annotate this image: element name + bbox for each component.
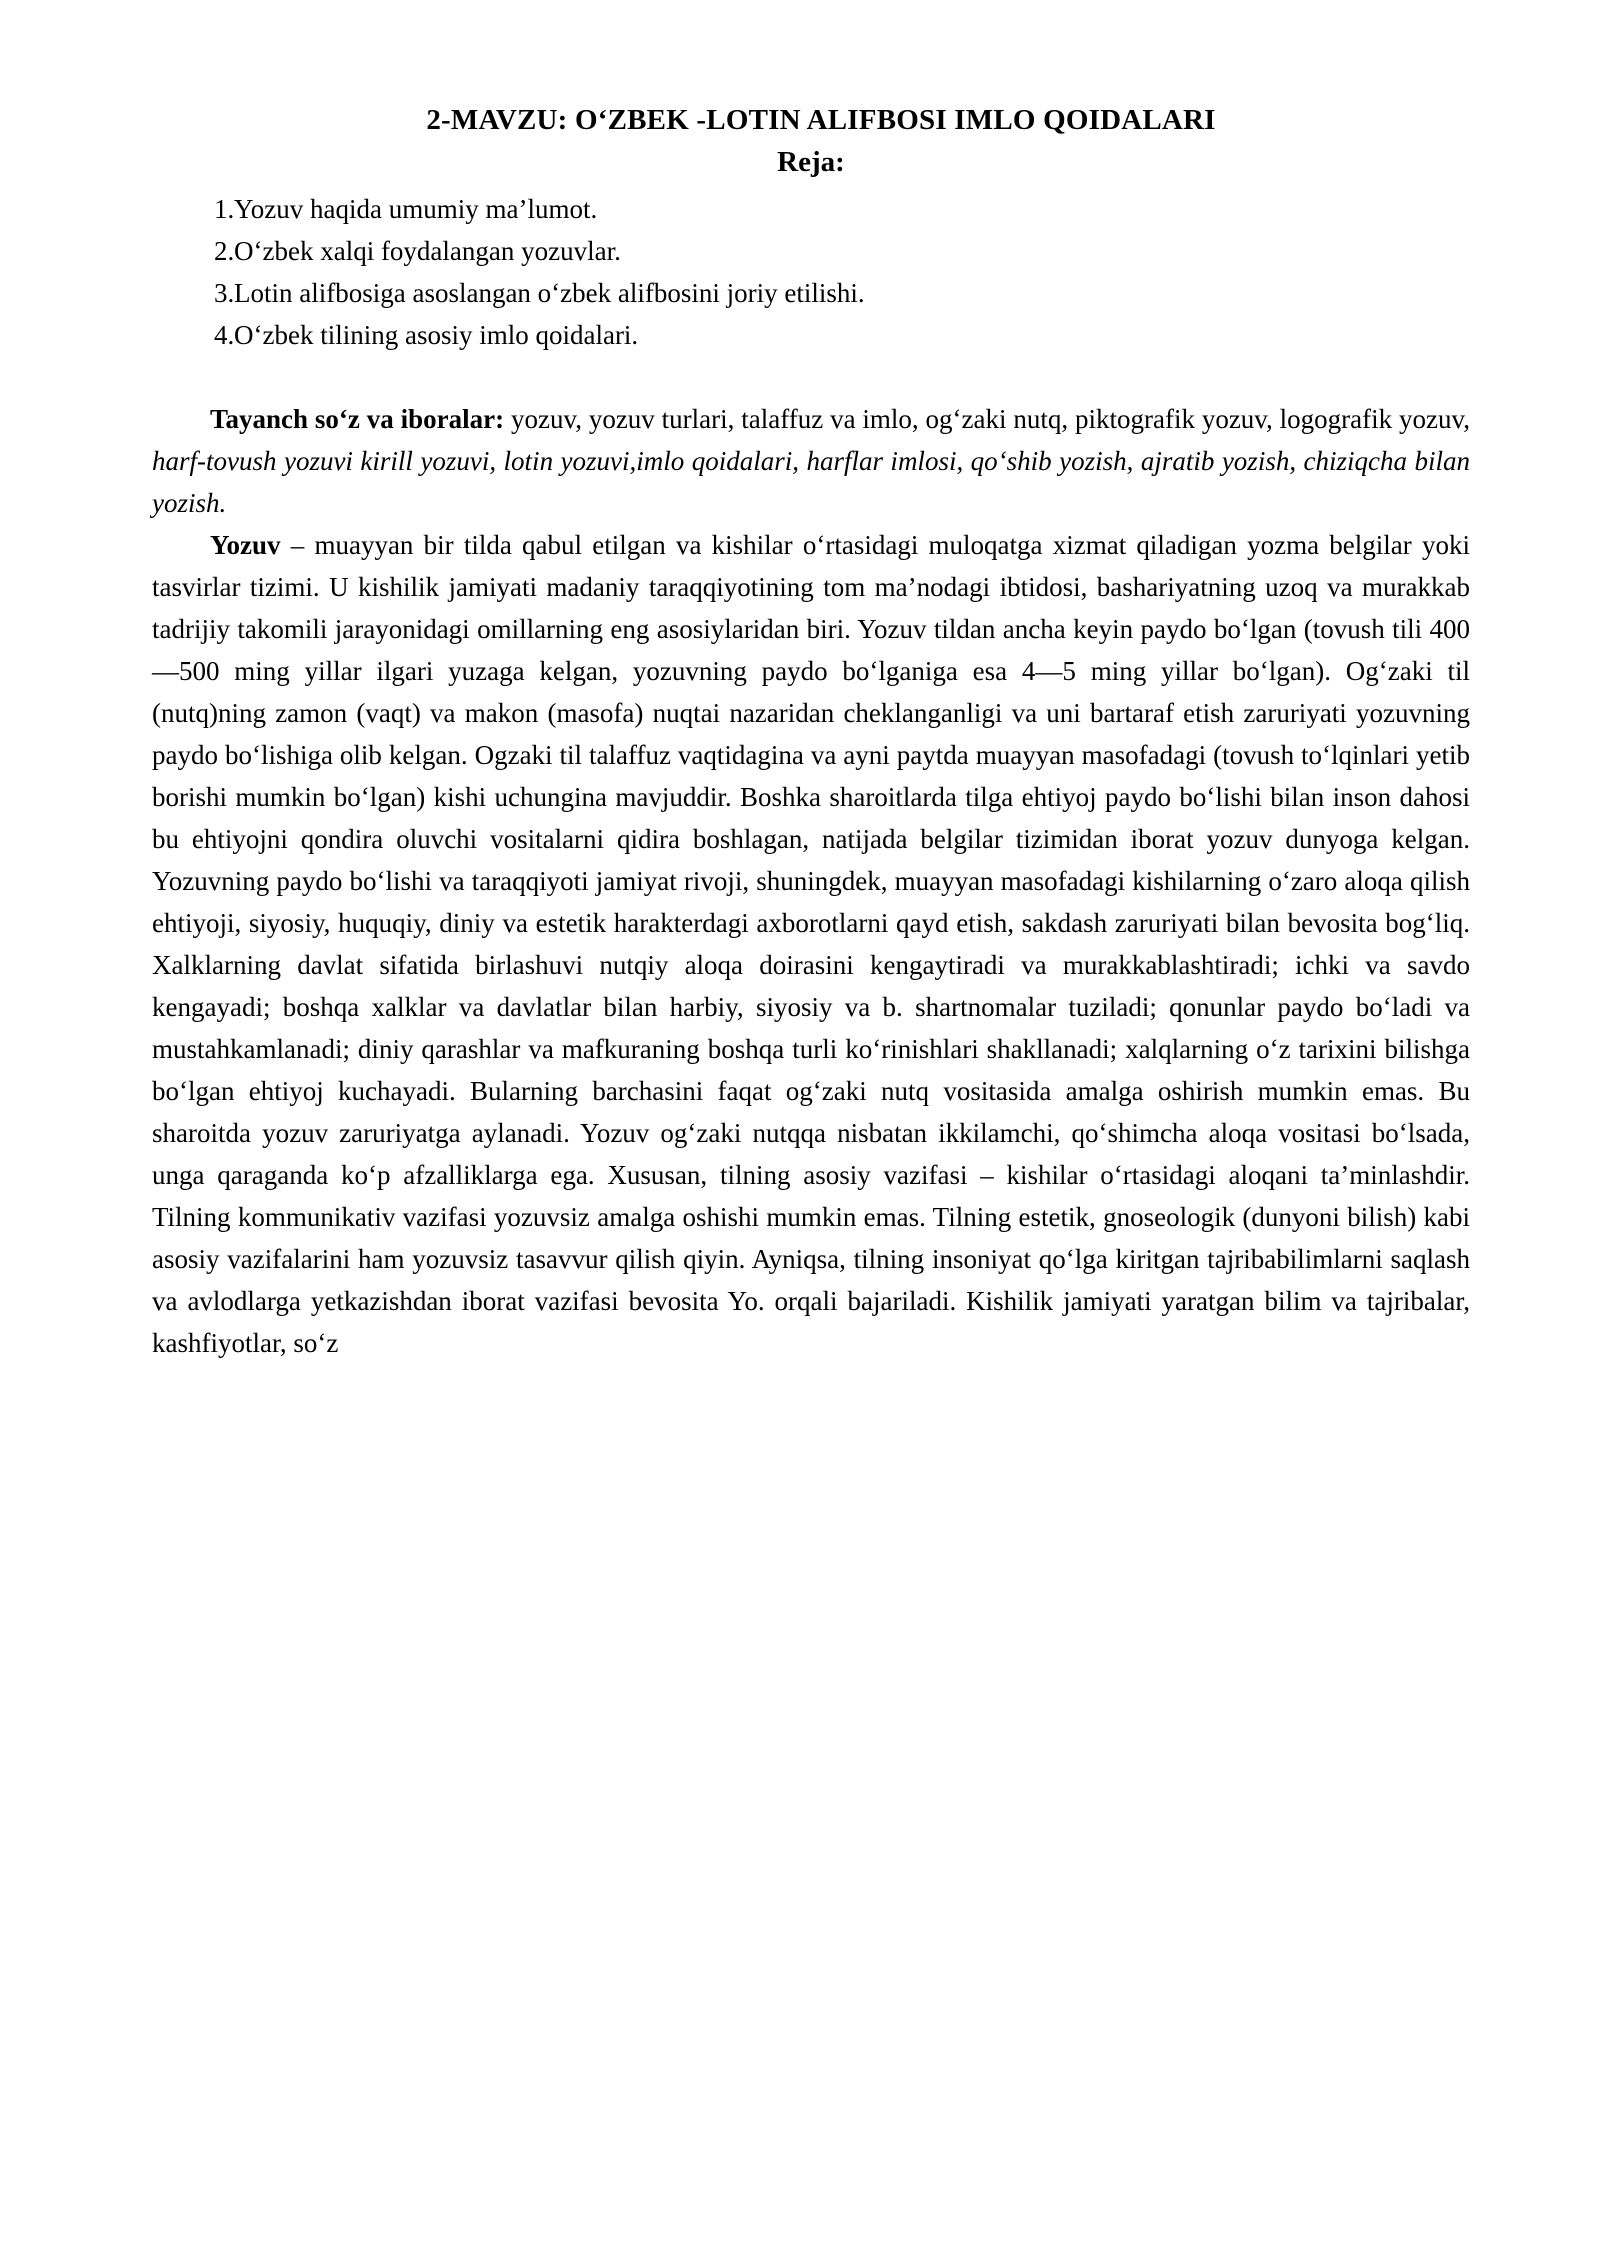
list-item (152, 230, 1470, 272)
keywords-plain-text: yozuv, yozuv turlari, talaffuz va imlo, og‘zaki nutq, piktografik yozuv, logografik yozuv, (504, 404, 1470, 434)
list-item-number: 2. (214, 236, 235, 266)
list-item-number: 4. (214, 320, 235, 350)
main-paragraph-body: – muayyan bir tilda qabul etilgan va kishilar o‘rtasidagi muloqatga xizmat qiladigan yozma belgilar yoki tasvirlar tizimi. U kishilik jamiyati madaniy taraqqiyotining tom ma’nodagi ibtidosi, bashariyatning uzoq va murakkab tadrijiy takomili jarayonidagi omillarning eng asosiylaridan biri. Yozuv tildan ancha keyin paydo bo‘lgan (tovush tili 400—500 ming yillar ilgari yuzaga kelgan, yozuvning paydo bo‘lganiga esa 4—5 ming yillar bo‘lgan). Og‘zaki til (nutq)ning zamon (vaqt) va makon (masofa) nuqtai nazaridan cheklanganligi va uni bartaraf etish zaruriyati yozuvning paydo bo‘lishiga olib kelgan. Ogzaki til talaffuz vaqtidagina va ayni paytda muayyan masofadagi (tovush to‘lqinlari yetib borishi mumkin bo‘lgan) kishi uchungina mavjuddir. Boshka sharoitlarda tilga ehtiyoj paydo bo‘lishi bilan inson dahosi bu ehtiyojni qondira oluvchi vositalarni qidira boshlagan, natijada belgilar tizimidan iborat yozuv dunyoga kelgan. Yozuvning paydo bo‘lishi va taraqqiyoti jamiyat rivoji, shuningdek, muayyan masofadagi kishilarning o‘zaro aloqa qilish ehtiyoji, siyosiy, huquqiy, diniy va estetik harakterdagi axborotlarni qayd etish, sakdash zaruriyati bilan bevosita bog‘liq. Xalklarning davlat sifatida birlashuvi nutqiy aloqa doirasini kengaytiradi va murakkablashtiradi; ichki va savdo kengayadi; boshqa xalklar va davlatlar bilan harbiy, siyosiy va b. shartnomalar tuziladi; qonunlar paydo bo‘ladi va mustahkamlanadi; diniy qarashlar va mafkuraning boshqa turli ko‘rinishlari shakllanadi; xalqlarning o‘z tarixini bilishga bo‘lgan ehtiyoj kuchayadi. Bularning barchasini faqat og‘zaki nutq vositasida amalga oshirish mumkin emas. Bu sharoitda yozuv zaruriyatga aylanadi. Yozuv og‘zaki nutqqa nisbatan ikkilamchi, qo‘shimcha aloqa vositasi bo‘lsada, unga qaraganda ko‘p afzalliklarga ega. Xususan, tilning asosiy vazifasi – kishilar o‘rtasidagi aloqani ta’minlashdir. Tilning kommunikativ vazifasi yozuvsiz amalga oshishi mumkin emas. Tilning estetik, gnoseologik (dunyoni bilish) kabi asosiy vazifalarini ham yozuvsiz tasavvur qilish qiyin. Ayniqsa, tilning insoniyat qo‘lga kiritgan tajribabilimlarni saqlash va avlodlarga yetkazishdan iborat vazifasi bevosita Yo. orqali bajariladi. Kishilik jamiyati yaratgan bilim va tajribalar, kashfiyotlar, so‘z (152, 530, 1470, 1358)
main-lead-label: Yozuv (210, 530, 281, 560)
main-paragraph (152, 524, 1470, 1364)
list-item-number: 3. (214, 278, 235, 308)
list-item-label: Lotin alifbosiga asoslangan o‘zbek alifbosini joriy etilishi. (234, 278, 865, 308)
reja-heading: Reja: (777, 146, 845, 178)
list-item-label: O‘zbek xalqi foydalangan yozuvlar. (234, 236, 621, 266)
paragraph-spacer (152, 356, 1470, 398)
page-title: 2-MAVZU: O‘ZBEK -LOTIN ALIFBOSI IMLO QOIDALARI (426, 104, 1216, 136)
keywords-paragraph (152, 398, 1470, 524)
list-item-label: O‘zbek tilining asosiy imlo qoidalari. (234, 320, 639, 350)
keywords-lead-label: Tayanch so‘z va iboralar: (210, 404, 505, 434)
list-item-label: Yozuv haqida umumiy ma’lumot. (234, 194, 598, 224)
list-item (152, 272, 1470, 314)
list-item (152, 314, 1470, 356)
list-item (152, 188, 1470, 230)
keywords-italic-text: harf-tovush yozuvi kirill yozuvi, lotin yozuvi,imlo qoidalari, harflar imlosi, qo‘shib yozish, ajratib yozish, chiziqcha bilan yozish. (152, 446, 1470, 518)
reja-list (152, 188, 1470, 356)
list-item-number: 1. (214, 194, 235, 224)
